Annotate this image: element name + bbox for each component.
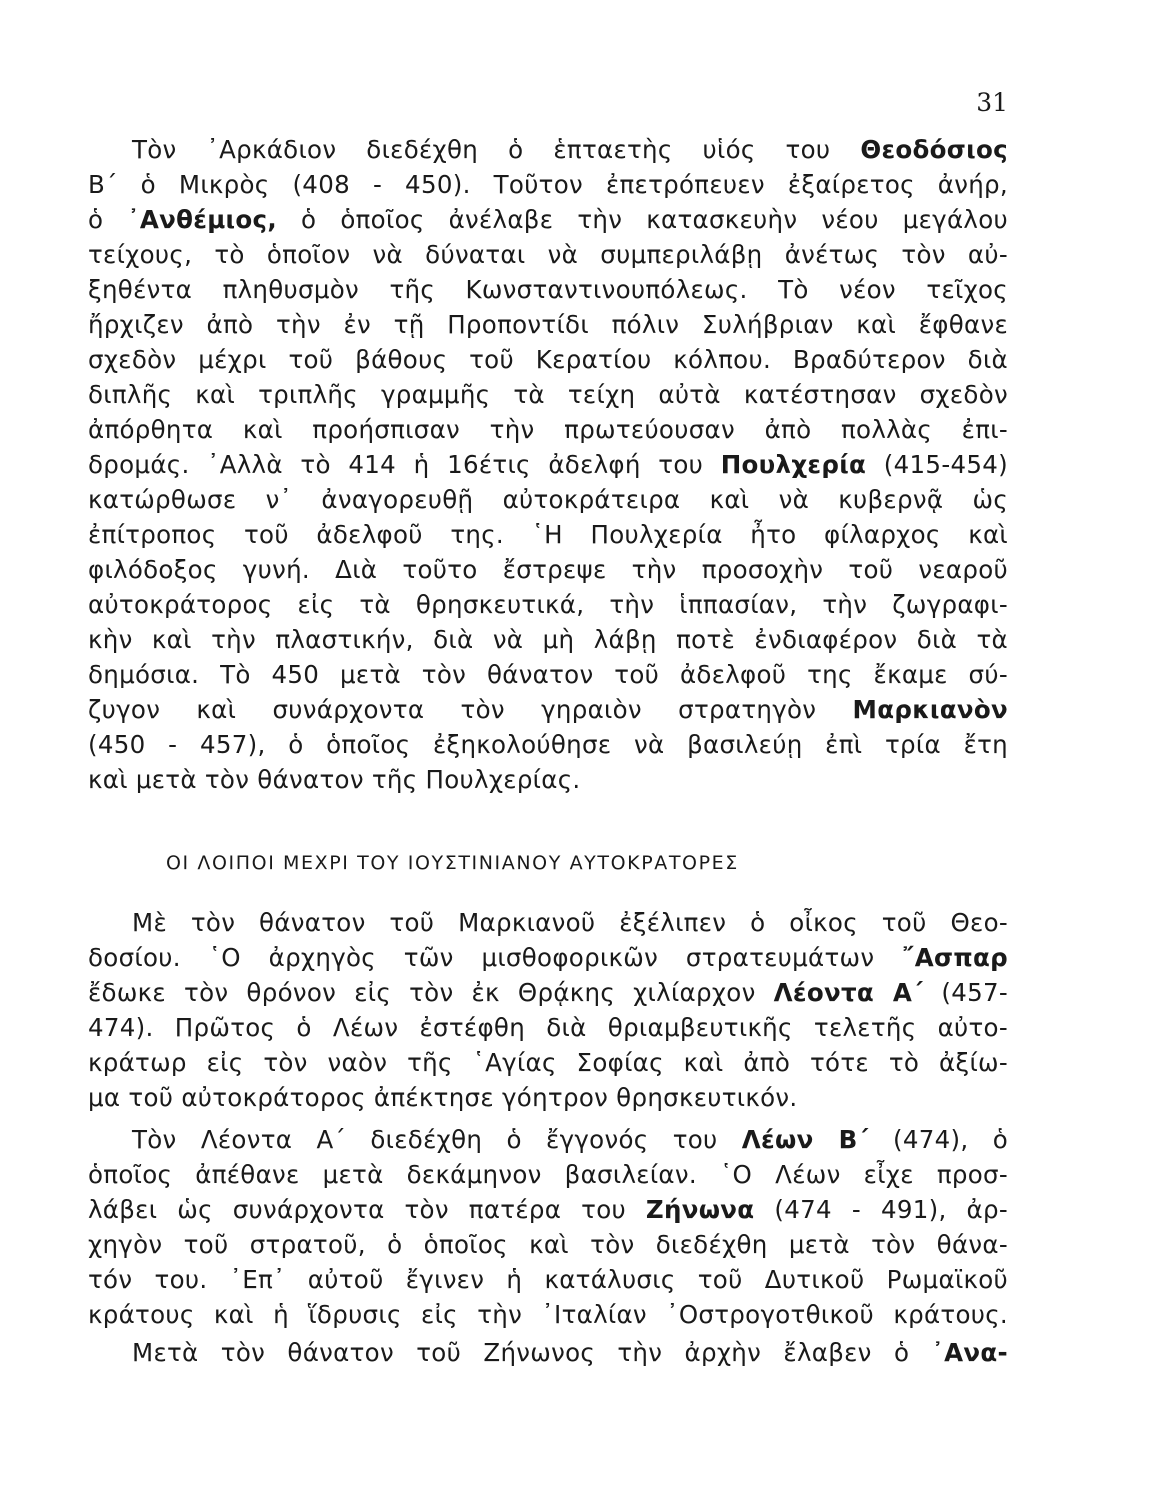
text-line [88, 237, 1008, 272]
text-line [88, 975, 1008, 1010]
text-line [88, 307, 1008, 342]
line-text: Τὸν Λέοντα Α΄ διεδέχθη ὁ ἔγγονός του [132, 1125, 742, 1154]
paragraph-leo-i [88, 905, 1008, 1115]
line-text: κατώρθωσε ν᾿ ἀναγορευθῇ αὐτοκράτειρα καὶ νὰ κυβερνᾷ ὡς [88, 485, 1008, 514]
line-text: σχεδὸν μέχρι τοῦ βάθους τοῦ Κερατίου κόλπου. Βραδύτερον διὰ [88, 345, 1008, 374]
text-line [88, 202, 1008, 237]
text-line [88, 1192, 1008, 1227]
line-text: ἤρχιζεν ἀπὸ τὴν ἐν τῇ Προποντίδι πόλιν Συλήβριαν καὶ ἔφθανε [88, 310, 1008, 339]
text-line [88, 622, 1008, 657]
paragraph-theodosius [88, 132, 1008, 797]
line-text: λάβει ὡς συνάρχοντα τὸν πατέρα του [88, 1195, 646, 1224]
text-line [88, 1335, 1008, 1370]
line-text: χηγὸν τοῦ στρατοῦ, ὁ ὁποῖος καὶ τὸν διεδέχθη μετὰ τὸν θάνα- [88, 1230, 1008, 1259]
line-text: δοσίου. ῾Ο ἀρχηγὸς τῶν μισθοφορικῶν στρατευμάτων [88, 943, 903, 972]
text-line [88, 1080, 1008, 1115]
emphasized-name: ᾿Ανθέμιος, [127, 205, 277, 234]
text-line [88, 762, 1008, 797]
text-line [88, 657, 1008, 692]
line-text: κράτωρ εἰς τὸν ναὸν τῆς ῾Αγίας Σοφίας καὶ ἀπὸ τότε τὸ ἀξίω- [88, 1048, 1008, 1077]
line-text: (415-454) [866, 450, 1008, 479]
text-line [88, 692, 1008, 727]
text-line [88, 1227, 1008, 1262]
line-text: (457- [923, 978, 1008, 1007]
line-text: ὁ ὁποῖος ἀνέλαβε τὴν κατασκευὴν νέου μεγάλου [276, 205, 1008, 234]
line-text: ἐπίτροπος τοῦ ἀδελφοῦ της. ῾Η Πουλχερία ἦτο φίλαρχος καὶ [88, 520, 1008, 549]
text-line [88, 1297, 1008, 1332]
line-text: κράτους καὶ ἡ ἵδρυσις εἰς τὴν ᾿Ιταλίαν ᾿Οστρογοτθικοῦ κράτους. [88, 1300, 1008, 1329]
emphasized-name: Λέων Β΄ [741, 1125, 869, 1154]
line-text: καὶ μετὰ τὸν θάνατον τῆς Πουλχερίας. [88, 765, 581, 794]
section-heading: ΟΙ ΛΟΙΠΟΙ ΜΕΧΡΙ ΤΟΥ ΙΟΥΣΤΙΝΙΑΝΟΥ ΑΥΤΟΚΡΑΤΟΡΕΣ [166, 852, 739, 874]
text-line [88, 905, 1008, 940]
line-text: (408 - 450). Τοῦτον ἐπετρόπευεν ἐξαίρετος ἀνήρ, [269, 170, 1008, 199]
line-text: διπλῆς καὶ τριπλῆς γραμμῆς τὰ τείχη αὐτὰ κατέστησαν σχεδὸν [88, 380, 1008, 409]
text-line [88, 412, 1008, 447]
emphasized-name: ῎Ασπαρ [902, 943, 1008, 972]
line-text: (474 - 491), ἀρ- [754, 1195, 1008, 1224]
line-text: φιλόδοξος γυνή. Διὰ τοῦτο ἔστρεψε τὴν προσοχὴν τοῦ νεαροῦ [88, 555, 1008, 584]
text-line [88, 482, 1008, 517]
line-text: Μετὰ τὸν θάνατον τοῦ Ζήνωνος τὴν ἀρχὴν ἔλαβεν ὁ [132, 1338, 932, 1367]
emphasized-name: Θεοδόσιος [860, 135, 1008, 164]
text-line [88, 1157, 1008, 1192]
line-text: ἀπόρθητα καὶ προήσπισαν τὴν πρωτεύουσαν ἀπὸ πολλὰς ἐπι- [88, 415, 1008, 444]
emphasized-name: Ζήνωνα [645, 1195, 755, 1224]
text-line [88, 1045, 1008, 1080]
text-line [88, 727, 1008, 762]
line-text: (450 - 457), ὁ ὁποῖος ἐξηκολούθησε νὰ βασιλεύῃ ἐπὶ τρία ἔτη [88, 730, 1008, 759]
emphasized-name: Πουλχερία [720, 450, 867, 479]
text-line [88, 1010, 1008, 1045]
page-number: 31 [976, 88, 1008, 117]
text-line [88, 132, 1008, 167]
text-line [88, 272, 1008, 307]
line-text: δημόσια. Τὸ 450 μετὰ τὸν θάνατον τοῦ ἀδελφοῦ της ἔκαμε σύ- [88, 660, 1008, 689]
line-text: Τὸν ᾿Αρκάδιον διεδέχθη ὁ ἑπταετὴς υἱός του [132, 135, 861, 164]
text-line [88, 1122, 1008, 1157]
line-text: δρομάς. ᾿Αλλὰ τὸ 414 ἡ 16έτις ἀδελφή του [88, 450, 721, 479]
line-text: αὐτοκράτορος εἰς τὰ θρησκευτικά, τὴν ἱππασίαν, τὴν ζωγραφι- [88, 590, 1008, 619]
line-text: (474), ὁ [868, 1125, 1008, 1154]
text-line [88, 552, 1008, 587]
line-text: τείχους, τὸ ὁποῖον νὰ δύναται νὰ συμπεριλάβῃ ἀνέτως τὸν αὐ- [88, 240, 1008, 269]
line-text: Μὲ τὸν θάνατον τοῦ Μαρκιανοῦ ἐξέλιπεν ὁ οἶκος τοῦ Θεο- [132, 908, 1008, 937]
line-text: ὁ [88, 205, 128, 234]
text-line [88, 167, 1008, 202]
emphasized-name: Λέοντα Α΄ [773, 978, 924, 1007]
text-line [88, 377, 1008, 412]
text-line [88, 517, 1008, 552]
line-text: Β΄ ὁ Μικρὸς [88, 170, 270, 199]
line-text: 474). Πρῶτος ὁ Λέων ἐστέφθη διὰ θριαμβευτικῆς τελετῆς αὐτο- [88, 1013, 1008, 1042]
text-line [88, 1262, 1008, 1297]
paragraph-anastasius [88, 1335, 1008, 1370]
emphasized-name: Μαρκιανὸν [852, 695, 1008, 724]
line-text: μα τοῦ αὐτοκράτορος ἀπέκτησε γόητρον θρησκευτικόν. [88, 1083, 798, 1112]
line-text: ξηθέντα πληθυσμὸν τῆς Κωνσταντινουπόλεως. Τὸ νέον τεῖχος [88, 275, 1008, 304]
text-line [88, 587, 1008, 622]
text-line [88, 940, 1008, 975]
line-text: κὴν καὶ τὴν πλαστικήν, διὰ νὰ μὴ λάβῃ ποτὲ ἐνδιαφέρον διὰ τὰ [88, 625, 1008, 654]
line-text: τόν του. ᾿Επ᾿ αὐτοῦ ἔγινεν ἡ κατάλυσις τοῦ Δυτικοῦ Ρωμαϊκοῦ [88, 1265, 1008, 1294]
text-line [88, 447, 1008, 482]
text-line [88, 342, 1008, 377]
paragraph-leo-ii-zeno [88, 1122, 1008, 1332]
emphasized-name: ᾿Ανα- [931, 1338, 1008, 1367]
line-text: ζυγον καὶ συνάρχοντα τὸν γηραιὸν στρατηγὸν [88, 695, 853, 724]
line-text: ὁποῖος ἀπέθανε μετὰ δεκάμηνον βασιλείαν. ῾Ο Λέων εἶχε προσ- [88, 1160, 1008, 1189]
line-text: ἔδωκε τὸν θρόνον εἰς τὸν ἐκ Θρᾴκης χιλίαρχον [88, 978, 774, 1007]
